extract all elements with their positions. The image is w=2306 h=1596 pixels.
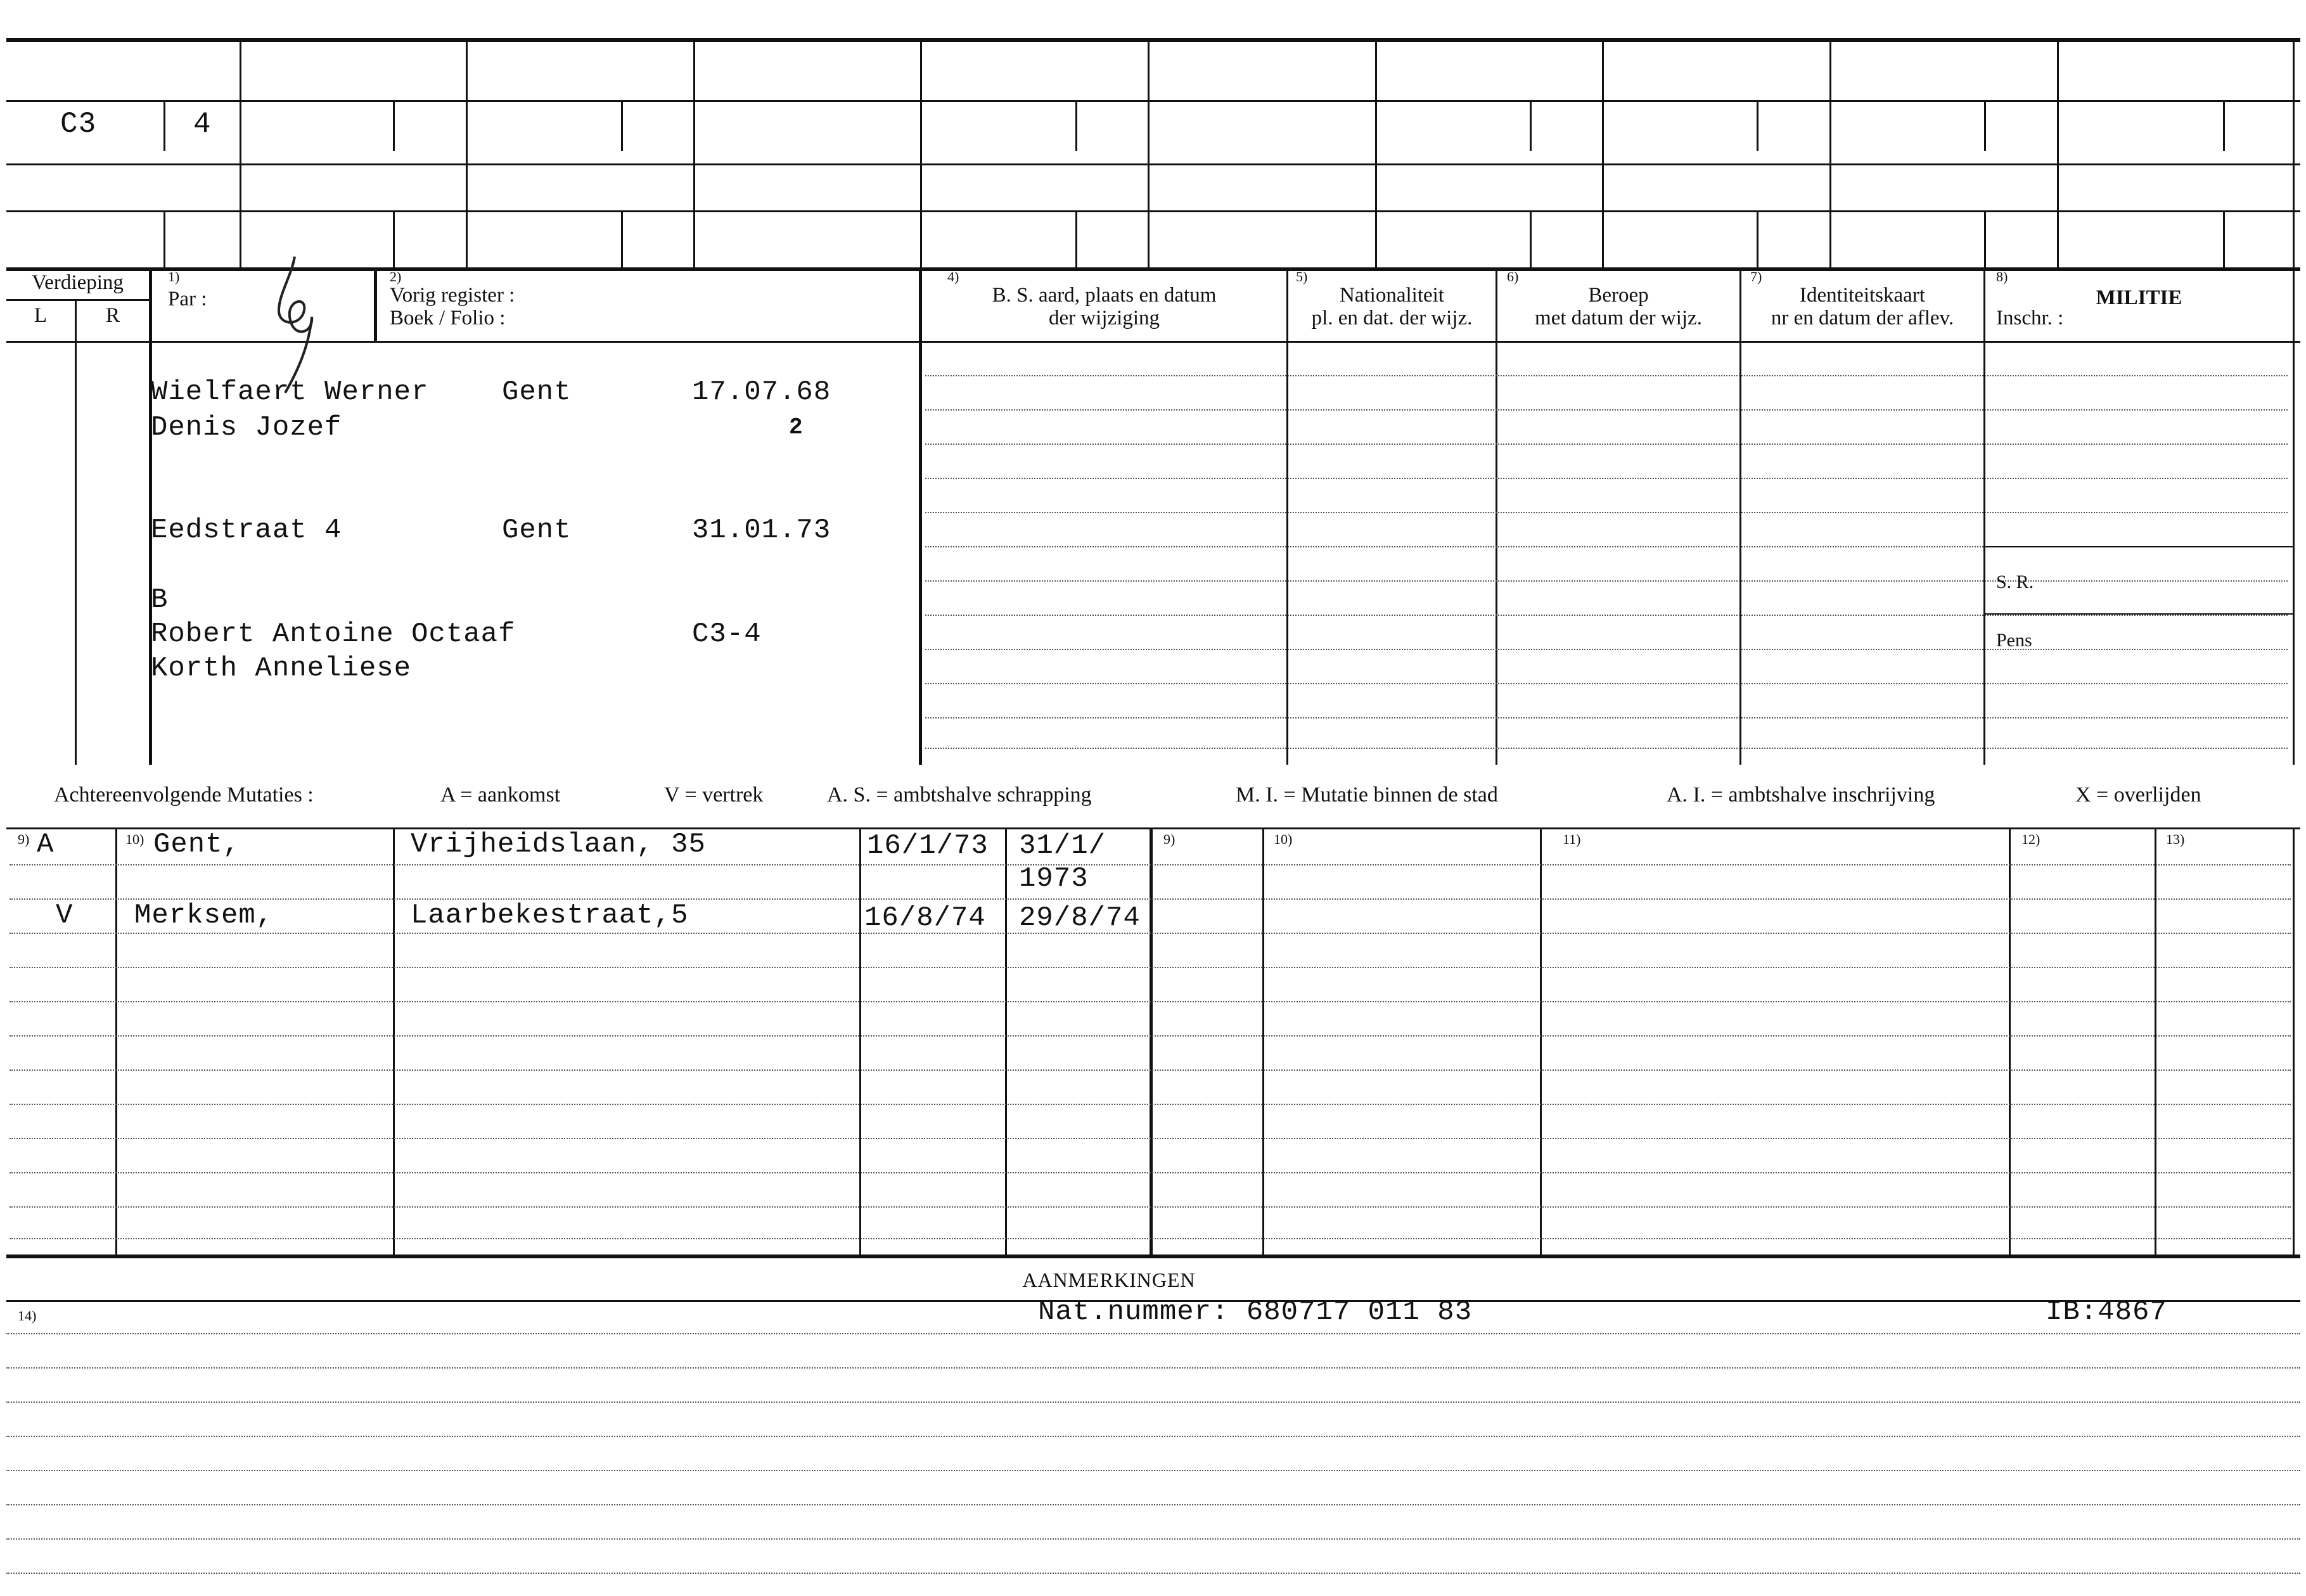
grid-line bbox=[6, 299, 149, 301]
grid-line bbox=[163, 210, 165, 267]
legend-v: V = vertrek bbox=[664, 783, 764, 807]
ruled-line bbox=[925, 478, 2288, 479]
mutation-city: Gent, bbox=[153, 829, 241, 860]
ruled-line bbox=[925, 409, 2288, 411]
militie-label: MILITIE bbox=[2096, 286, 2182, 309]
beroep-sub: met datum der wijz. bbox=[1535, 307, 1702, 329]
person-name: Wielfaert Werner bbox=[151, 376, 429, 408]
ruled-line bbox=[6, 1538, 2300, 1540]
legend-mi: M. I. = Mutatie binnen de stad bbox=[1236, 783, 1498, 807]
grid-line bbox=[2057, 40, 2059, 268]
ruled-line bbox=[10, 933, 2291, 934]
address: Eedstraat 4 bbox=[151, 514, 342, 546]
header-bottom-line bbox=[6, 341, 2300, 343]
ruled-line bbox=[925, 512, 2288, 513]
ruled-line bbox=[6, 1333, 2300, 1334]
note-6: 6) bbox=[1507, 269, 1519, 284]
grid-line bbox=[1984, 100, 1986, 151]
grid-line bbox=[1530, 100, 1532, 151]
note-2: 2) bbox=[390, 269, 402, 284]
ruled-line bbox=[10, 1172, 2291, 1173]
ruled-line bbox=[10, 967, 2291, 968]
ruled-line bbox=[6, 1573, 2300, 1574]
ruled-line bbox=[925, 649, 2288, 650]
nationaliteit-label: Nationaliteit bbox=[1340, 284, 1444, 307]
ruled-line bbox=[925, 375, 2288, 376]
ruled-line bbox=[10, 1138, 2291, 1139]
pens-label: Pens bbox=[1996, 630, 2032, 651]
mutations-top-line bbox=[6, 827, 2300, 829]
ruled-line bbox=[925, 615, 2288, 616]
ruled-line bbox=[925, 717, 2288, 718]
legend-ai: A. I. = ambtshalve inschrijving bbox=[1667, 783, 1935, 807]
legend-a: A = aankomst bbox=[440, 783, 561, 807]
note-1: 1) bbox=[168, 269, 180, 284]
ruled-line bbox=[10, 1001, 2291, 1002]
ruled-line bbox=[6, 1504, 2300, 1505]
ruled-line bbox=[925, 683, 2288, 684]
cell-number: 4 bbox=[193, 108, 212, 141]
ruled-line bbox=[10, 864, 2291, 865]
ruled-line bbox=[10, 1069, 2291, 1071]
mutation-date2: 29/8/74 bbox=[1019, 902, 1141, 934]
ruled-line bbox=[6, 1401, 2300, 1403]
ruled-line bbox=[925, 444, 2288, 445]
grid-line bbox=[2293, 827, 2295, 1254]
vorig-register-label: Vorig register : bbox=[390, 284, 515, 307]
grid-line bbox=[2293, 40, 2295, 268]
grid-line bbox=[393, 210, 395, 267]
grid-line bbox=[1602, 40, 1604, 268]
mutation-type: A bbox=[37, 829, 54, 860]
bs-label-2: der wijziging bbox=[1048, 307, 1160, 329]
grid-line bbox=[1757, 210, 1758, 267]
grid-line bbox=[1984, 210, 1986, 267]
ref-name: Robert Antoine Octaaf bbox=[151, 618, 516, 650]
sr-label: S. R. bbox=[1996, 571, 2034, 592]
col-r-label: R bbox=[105, 304, 120, 327]
grid-line bbox=[1496, 267, 1497, 765]
mutation-type: V bbox=[56, 900, 74, 931]
partner-name: Korth Anneliese bbox=[151, 653, 412, 684]
grid-line bbox=[919, 267, 922, 765]
note-11: 11) bbox=[1563, 831, 1581, 847]
grid-line bbox=[1739, 267, 1741, 765]
grid-line bbox=[1530, 210, 1532, 267]
note-7: 7) bbox=[1750, 269, 1762, 284]
grid-line bbox=[374, 267, 377, 341]
grid-line bbox=[1150, 827, 1153, 1254]
grid-line bbox=[6, 267, 2300, 271]
grid-line bbox=[621, 100, 623, 151]
note-12: 12) bbox=[2021, 831, 2040, 847]
grid-line bbox=[621, 210, 623, 267]
grid-line bbox=[393, 827, 395, 1254]
grid-line bbox=[6, 163, 2300, 165]
grid-line bbox=[1983, 267, 1985, 765]
mutations-bottom-line bbox=[6, 1254, 2300, 1258]
nat-nummer: Nat.nummer: 680717 011 83 bbox=[1038, 1296, 1473, 1328]
mutation-street: Laarbekestraat,5 bbox=[411, 900, 689, 931]
mutation-date2-year: 1973 bbox=[1019, 863, 1089, 895]
birth-place: Gent bbox=[502, 376, 572, 408]
identiteitskaart-label: Identiteitskaart bbox=[1800, 284, 1925, 307]
nationaliteit-sub: pl. en dat. der wijz. bbox=[1311, 307, 1473, 329]
mutation-date1: 16/1/73 bbox=[867, 830, 989, 862]
boek-folio-label: Boek / Folio : bbox=[390, 307, 506, 329]
mutation-date1: 16/8/74 bbox=[864, 902, 986, 934]
militie-divider bbox=[1985, 613, 2293, 615]
grid-line bbox=[393, 100, 395, 151]
grid-line bbox=[1757, 100, 1758, 151]
note-10: 10) bbox=[125, 831, 144, 847]
ruled-line bbox=[10, 1104, 2291, 1105]
grid-line bbox=[1075, 210, 1077, 267]
ib-number: IB:4867 bbox=[2046, 1296, 2167, 1328]
grid-line bbox=[1540, 827, 1542, 1254]
grid-line bbox=[163, 100, 165, 151]
grid-line bbox=[1375, 40, 1377, 268]
grid-line bbox=[1005, 827, 1007, 1254]
grid-line bbox=[466, 40, 468, 268]
mutation-date2: 31/1/ bbox=[1019, 830, 1106, 862]
grid-line bbox=[6, 100, 2300, 102]
mutation-street: Vrijheidslaan, 35 bbox=[411, 829, 706, 860]
ruled-line bbox=[6, 1367, 2300, 1369]
note-10b: 10) bbox=[1274, 831, 1293, 847]
ruled-line bbox=[10, 1206, 2291, 1208]
paraph-signature bbox=[266, 250, 336, 396]
top-border bbox=[6, 38, 2300, 42]
identiteitskaart-sub: nr en datum der aflev. bbox=[1771, 307, 1954, 329]
bs-label-1: B. S. aard, plaats en datum bbox=[992, 284, 1217, 307]
grid-line bbox=[2223, 100, 2225, 151]
cell-code: C3 bbox=[60, 108, 97, 141]
par-label: Par : bbox=[168, 288, 207, 310]
grid-line bbox=[2293, 267, 2295, 765]
grid-line bbox=[1286, 267, 1288, 765]
ruled-line bbox=[6, 1436, 2300, 1437]
ref-code: C3-4 bbox=[692, 618, 762, 650]
grid-line bbox=[1262, 827, 1264, 1254]
marker-b: B bbox=[151, 584, 169, 616]
grid-line bbox=[2223, 210, 2225, 267]
grid-line bbox=[240, 40, 241, 268]
remarks-title: AANMERKINGEN bbox=[1022, 1268, 1196, 1291]
note-8: 8) bbox=[1996, 269, 2008, 284]
grid-line bbox=[693, 40, 695, 268]
grid-line bbox=[1148, 40, 1150, 268]
note-14: 14) bbox=[18, 1308, 37, 1324]
ruled-line bbox=[925, 748, 2288, 749]
inschr-label: Inschr. : bbox=[1996, 307, 2064, 329]
grid-line bbox=[1075, 100, 1077, 151]
grid-line bbox=[920, 40, 922, 268]
note-13: 13) bbox=[2166, 831, 2185, 847]
father-name: Denis Jozef bbox=[151, 412, 342, 444]
address-city: Gent bbox=[502, 514, 572, 546]
ruled-line bbox=[10, 1035, 2291, 1037]
address-date: 31.01.73 bbox=[692, 514, 831, 546]
ruled-line bbox=[10, 1238, 2291, 1239]
beroep-label: Beroep bbox=[1588, 284, 1649, 307]
ruled-line bbox=[6, 1470, 2300, 1471]
birth-date: 17.07.68 bbox=[692, 376, 831, 408]
ruled-line bbox=[925, 580, 2288, 582]
note-9: 9) bbox=[18, 831, 30, 847]
legend-x: X = overlijden bbox=[2075, 783, 2201, 807]
grid-line bbox=[6, 210, 2300, 212]
legend-as: A. S. = ambtshalve schrapping bbox=[827, 783, 1092, 807]
legend-title: Achtereenvolgende Mutaties : bbox=[54, 783, 314, 807]
note-9b: 9) bbox=[1163, 831, 1175, 847]
grid-line bbox=[75, 299, 77, 765]
grid-line bbox=[859, 827, 861, 1254]
grid-line bbox=[115, 827, 117, 1254]
grid-line bbox=[1829, 40, 1831, 268]
verdieping-label: Verdieping bbox=[32, 271, 124, 294]
col-l-label: L bbox=[34, 304, 48, 327]
grid-line bbox=[2155, 827, 2156, 1254]
mutation-city: Merksem, bbox=[134, 900, 274, 931]
militie-divider bbox=[1985, 546, 2293, 547]
father-note: 2 bbox=[789, 414, 804, 440]
note-5: 5) bbox=[1296, 269, 1308, 284]
ruled-line bbox=[10, 898, 2291, 900]
note-4: 4) bbox=[947, 269, 959, 284]
grid-line bbox=[2009, 827, 2011, 1254]
